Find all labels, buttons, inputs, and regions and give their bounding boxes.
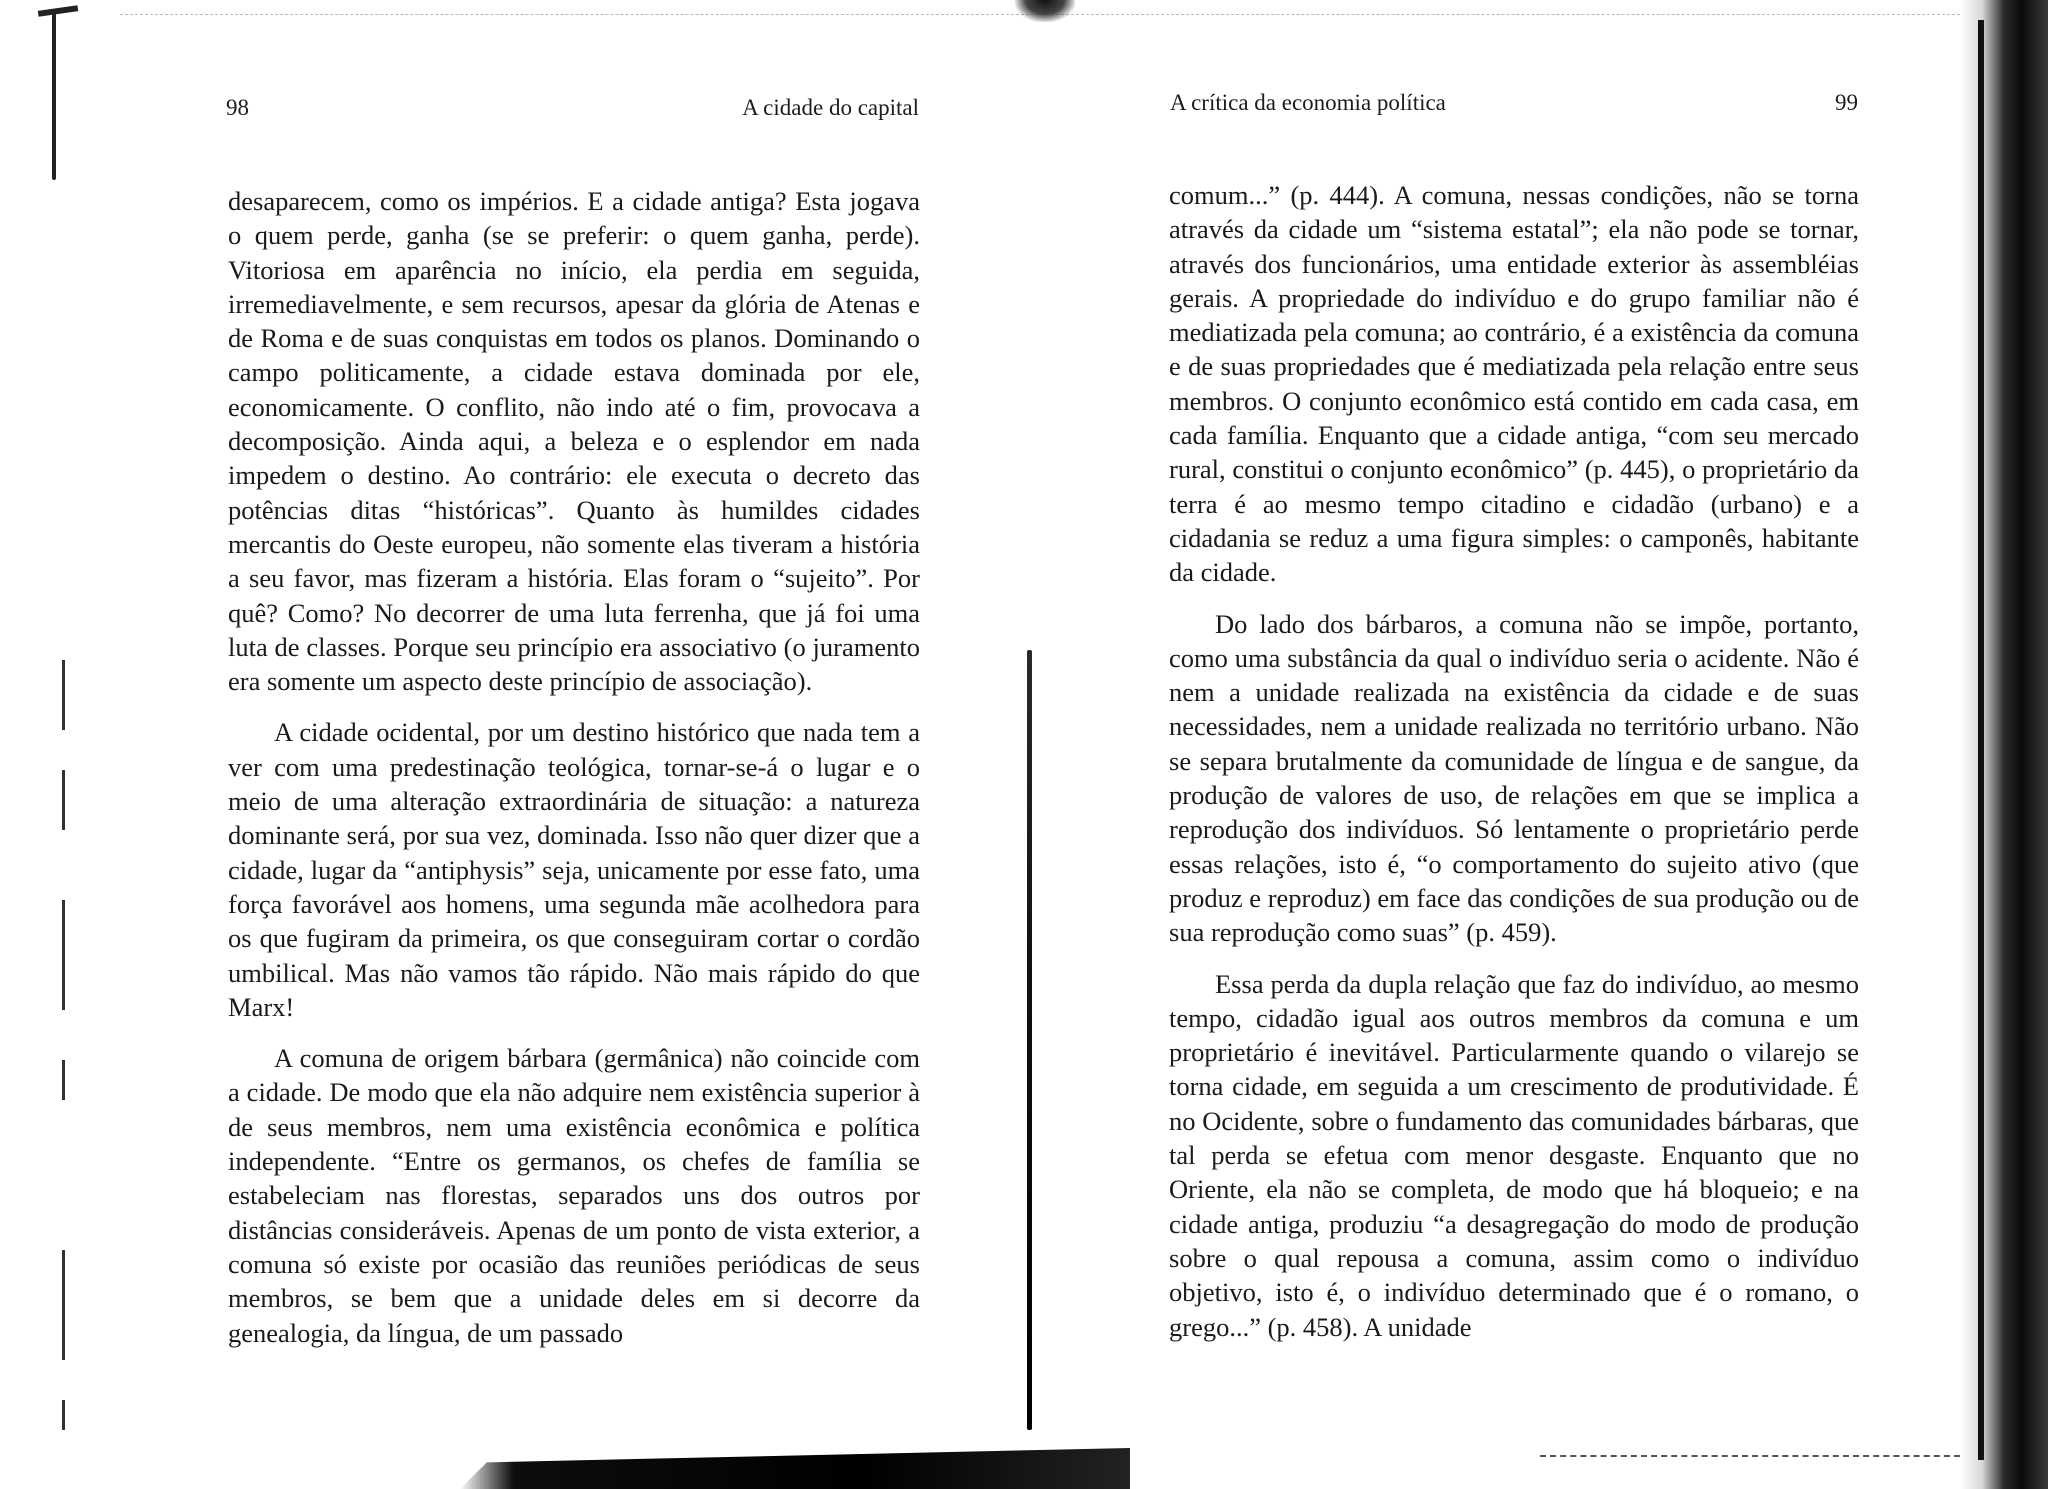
body-text (1169, 178, 1859, 1344)
body-text (228, 184, 920, 1350)
page-edge-shadow (1960, 0, 2048, 1489)
paragraph: A comuna de origem bárbara (germânica) não coincide com a cidade. De modo que ela não adquire nem existência superior à de seus membros, nem uma existência econômica e política independente. “Entre os germanos, os chefes de família se estabeleciam nas florestas, separados uns dos outros por distâncias consideráveis. Apenas de um ponto de vista exterior, a comuna só existe por ocasião das reuniões periódicas de seus membros, se bem que a unidade deles em si decorre da genealogia, da língua, de um passado (228, 1043, 920, 1348)
page-number: 98 (226, 95, 249, 120)
right-page (1050, 0, 1960, 1489)
paragraph: A cidade ocidental, por um destino histórico que nada tem a ver com uma predestinação teológica, tornar-se-á o lugar e o meio de uma alteração extraordinária de situação: a natureza dominante será, por sua vez, dominada. Isso não quer dizer que a cidade, lugar da “antiphysis” seja, unicamente por esse fato, uma força favorável aos homens, uma segunda mãe acolhedora para os que fugiram da primeira, os que conseguiram cortar o cordão umbilical. Mas não vamos tão rápido. Não mais rápido do que Marx! (228, 717, 920, 1022)
page-edge-line (1978, 20, 1984, 1460)
running-head: A crítica da economia política (1170, 90, 1446, 115)
paragraph: desaparecem, como os impérios. E a cidade antiga? Esta jogava o quem perde, ganha (se se preferir: o quem ganha, perde). Vitoriosa em aparência no início, ela perdia em seguida, irremediavelmente, e sem recursos, apesar da glória de Atenas e de Roma e de suas conquistas em todos os planos. Dominando o campo politicamente, a cidade estava dominada por ele, economicamente. O conflito, não indo até o fim, provocava a decomposição. Ainda aqui, a beleza e o esplendor em nada impedem o destino. Ao contrário: ele executa o decreto das potências ditas “históricas”. Quanto às humildes cidades mercantis do Oeste europeu, não somente elas tiveram a história a seu favor, mas fizeram a história. Elas foram o “sujeito”. Por quê? Como? No decorrer de uma luta ferrenha, que já foi uma luta de classes. Porque seu princípio era associativo (o juramento era somente um aspecto deste princípio de associação). (228, 186, 920, 697)
page-number: 99 (1835, 90, 1858, 115)
gutter-shadow (1027, 650, 1032, 1430)
paragraph: Do lado dos bárbaros, a comuna não se impõe, portanto, como uma substância da qual o indivíduo seria o acidente. Não é nem a unidade realizada na existência da cidade e de suas necessidades, nem a unidade realizada no território urbano. Não se separa brutalmente da comunidade de língua e de sangue, da produção de valores de uso, de relações em que se implica a reprodução dos indivíduos. Só lentamente o proprietário perde essas relações, isto é, “o comportamento do sujeito ativo (que produz e reproduz) em face das condições de sua produção ou de sua reprodução como suas” (p. 459). (1169, 608, 1859, 948)
left-page (0, 0, 1000, 1489)
running-head: A cidade do capital (742, 95, 919, 120)
paragraph: comum...” (p. 444). A comuna, nessas condições, não se torna através da cidade um “sistema estatal”; ela não pode se tornar, através dos funcionários, uma entidade exterior às assembléias gerais. A propriedade do indivíduo e do grupo familiar não é mediatizada pela comuna; ao contrário, é a existência da comuna e de suas propriedades que é mediatizada pela relação entre seus membros. O conjunto econômico está contido em cada casa, em cada família. Enquanto que a cidade antiga, “com seu mercado rural, constitui o conjunto econômico” (p. 445), o proprietário da terra é ao mesmo tempo citadino e cidadão (urbano) e a cidadania se reduz a uma figura simples: o camponês, habitante da cidade. (1169, 180, 1859, 588)
paragraph: Essa perda da dupla relação que faz do indivíduo, ao mesmo tempo, cidadão igual aos outros membros da comuna e um proprietário é inevitável. Particularmente quando o vilarejo se torna cidade, em seguida a um crescimento de produtividade. É no Ocidente, sobre o fundamento das comunidades bárbaras, que tal perda se efetua com menor desgaste. Enquanto que no Oriente, ela não se completa, de modo que há bloqueio; e na cidade antiga, produziu “a desagregação do modo de produção sobre o qual repousa a comuna, assim como o indivíduo objetivo, isto é, o indivíduo determinado que é o romano, o grego...” (p. 458). A unidade (1169, 968, 1859, 1342)
